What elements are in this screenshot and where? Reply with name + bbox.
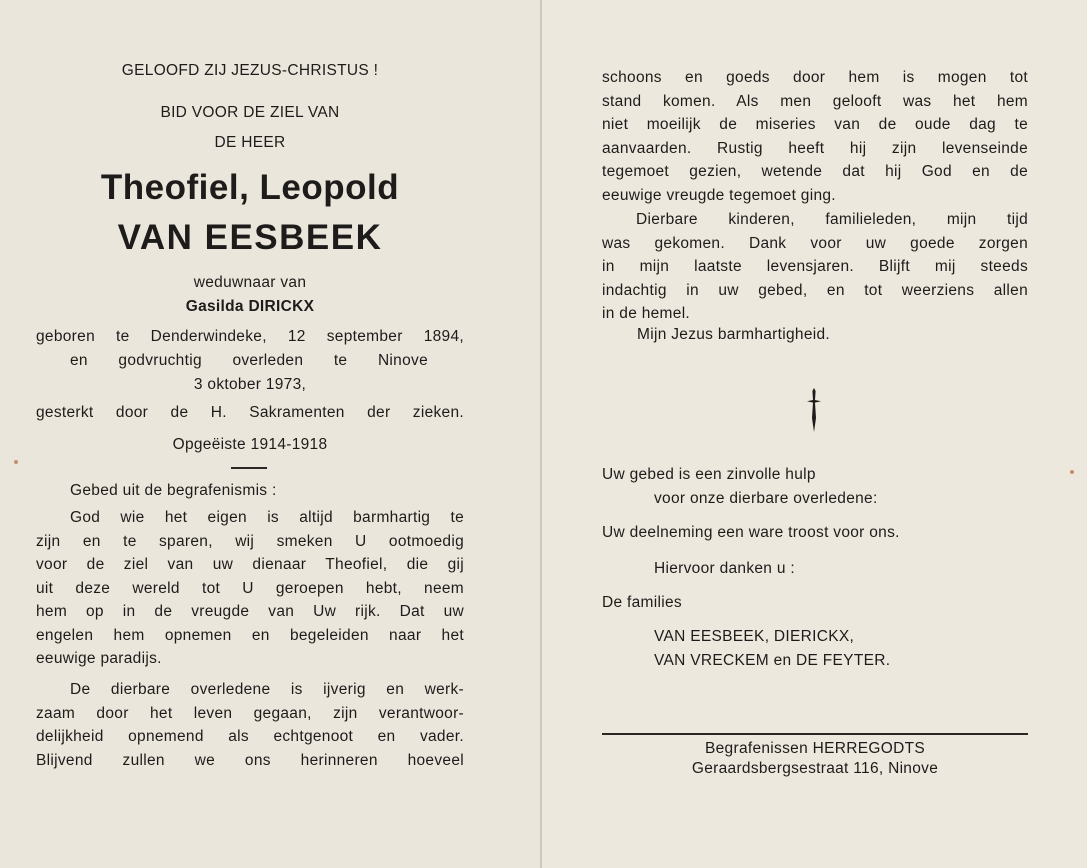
prayer-text <box>36 506 464 671</box>
families-line-1: VAN EESBEEK, DIERICKX, <box>654 628 855 645</box>
sympathy-line: Uw deelneming een ware troost voor ons. <box>602 524 900 541</box>
continuation-text <box>602 66 1028 207</box>
farewell-text <box>602 208 1028 326</box>
text-line: eeuwige paradijs. <box>36 650 162 667</box>
soldier-line: Opgeëiste 1914-1918 <box>172 436 328 453</box>
text-line: hem op in de vreugde van Uw rijk. Dat uw <box>36 603 464 620</box>
text-line: zaam door het leven gegaan, zijn verantwoor- <box>36 704 464 722</box>
prayer-title: Gebed uit de begrafenismis : <box>70 482 277 499</box>
text-line: indachtig in uw gebed, en tot weerziens allen <box>602 281 1028 299</box>
text-line: delijkheid opnemend als echtgenoot en vader. <box>36 728 464 745</box>
spouse-name: Gasilda DIRICKX <box>185 298 315 315</box>
funeral-home-name: Begrafenissen HERREGODTS <box>705 740 925 757</box>
left-panel <box>0 0 541 868</box>
text-line: De dierbare overledene is ijverig en werk- <box>70 681 464 698</box>
paper-speck <box>1070 470 1074 474</box>
footer-divider <box>602 733 1028 735</box>
text-line: God wie het eigen is altijd barmhartig te <box>70 509 464 526</box>
text-line: eeuwige vreugde tegemoet ging. <box>602 186 836 204</box>
help-line-1: Uw gebed is een zinvolle hulp <box>602 466 816 483</box>
birth-line: geboren te Denderwindeke, 12 september 1894, <box>36 328 464 345</box>
help-line-2: voor onze dierbare overledene: <box>654 490 878 507</box>
funeral-home-address: Geraardsbergsestraat 116, Ninove <box>691 760 939 777</box>
text-line: schoons en goeds door hem is mogen tot <box>602 69 1028 86</box>
header-line-3: DE HEER <box>214 134 286 151</box>
header-line-2: BID VOOR DE ZIEL VAN <box>160 104 340 121</box>
deceased-surname: VAN EESBEEK <box>117 218 383 257</box>
sacraments-line: gesterkt door de H. Sakramenten der zieken. <box>36 404 464 421</box>
cross-icon <box>804 388 824 432</box>
text-line: aanvaarden. Rustig heeft hij zijn levenseinde <box>602 139 1028 157</box>
header-line-1: GELOOFD ZIJ JEZUS-CHRISTUS ! <box>121 62 379 79</box>
text-line: uit deze wereld tot U geroepen hebt, neem <box>36 579 464 597</box>
paper-speck <box>14 460 18 464</box>
families-label: De families <box>602 594 682 611</box>
text-line: Dierbare kinderen, familieleden, mijn tijd <box>636 211 1028 228</box>
life-text <box>36 678 464 772</box>
text-line: zijn en te sparen, wij smeken U ootmoedig <box>36 532 464 550</box>
text-line: Blijvend zullen we ons herinneren hoeveel <box>36 751 464 769</box>
text-line: tegemoet gezien, wetende dat hij God en de <box>602 163 1028 180</box>
widower-of-label: weduwnaar van <box>193 274 307 291</box>
text-line: voor de ziel van uw dienaar Theofiel, die gij <box>36 556 464 573</box>
text-line: in mijn laatste levensjaren. Blijft mij steeds <box>602 258 1028 275</box>
divider <box>231 467 267 469</box>
thanks-line: Hiervoor danken u : <box>654 560 795 577</box>
text-line: in de hemel. <box>602 305 691 322</box>
mercy-prayer: Mijn Jezus barmhartigheid. <box>637 326 831 343</box>
deceased-first-names: Theofiel, Leopold <box>100 168 400 207</box>
text-line: stand komen. Als men gelooft was het hem <box>602 92 1028 110</box>
text-line: niet moeilijk de miseries van de oude dag te <box>602 116 1028 133</box>
death-date: 3 oktober 1973, <box>193 376 307 393</box>
text-line: engelen hem opnemen en begeleiden naar het <box>36 626 464 644</box>
death-line: en godvruchtig overleden te Ninove <box>70 352 428 369</box>
families-line-2: VAN VRECKEM en DE FEYTER. <box>654 652 891 669</box>
text-line: was gekomen. Dank voor uw goede zorgen <box>602 234 1028 252</box>
